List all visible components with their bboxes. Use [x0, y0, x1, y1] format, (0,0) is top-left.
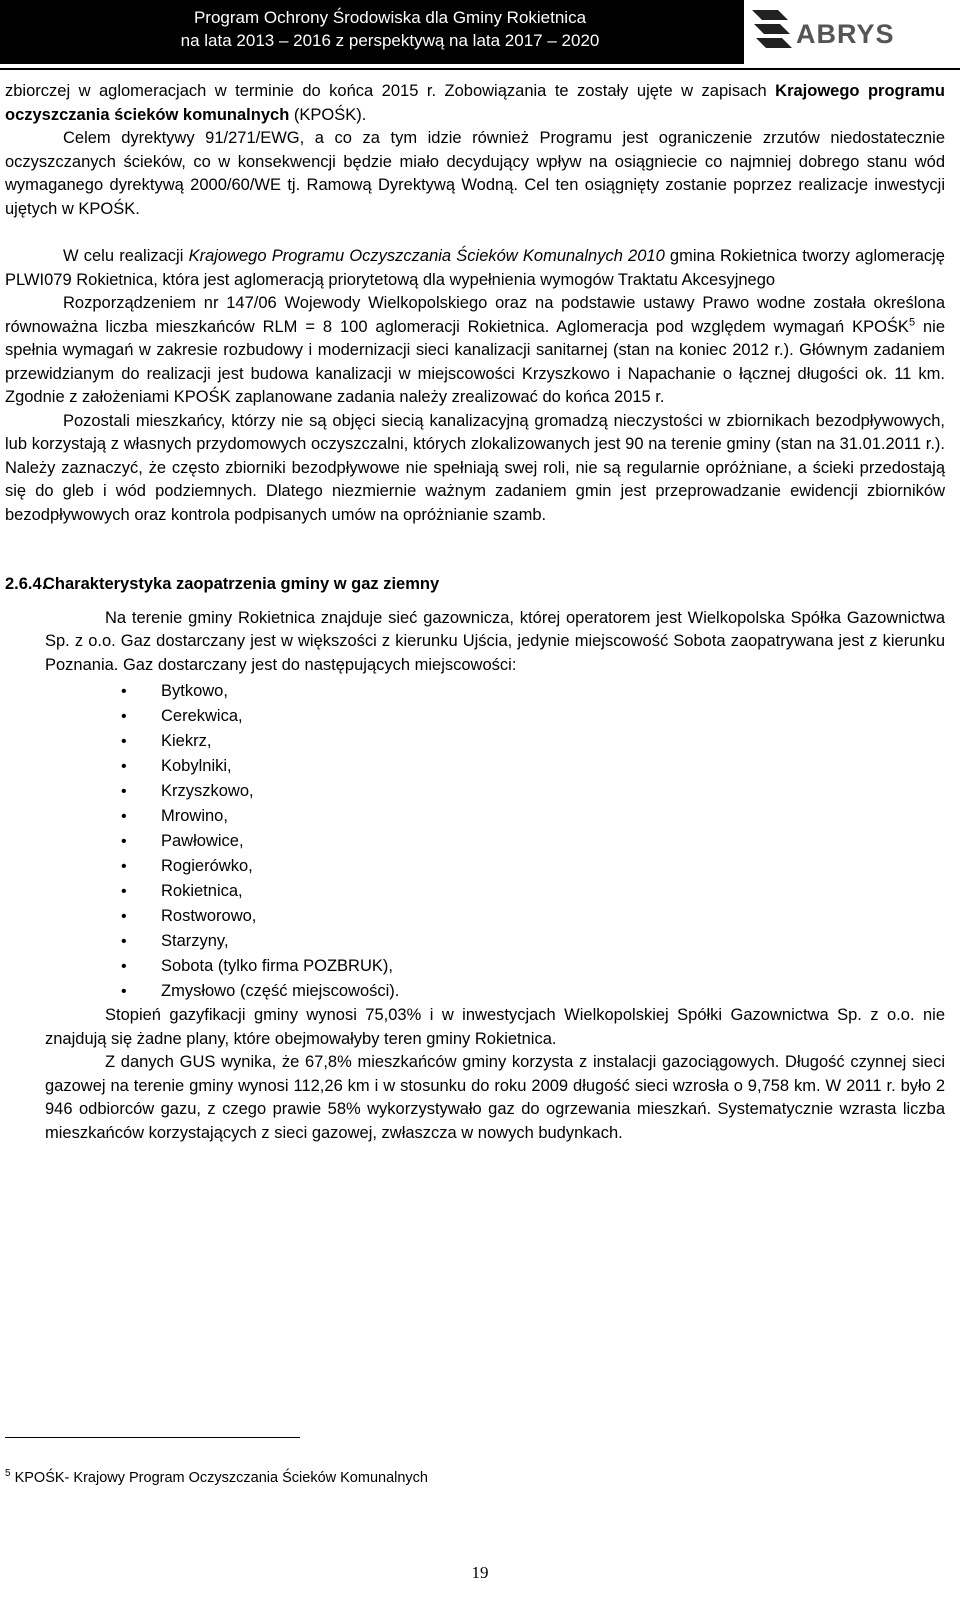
section-heading	[5, 573, 945, 597]
document-body	[5, 80, 945, 1145]
list-item: • Bytkowo,	[121, 679, 945, 704]
italic-program-name: Krajowego Programu Oczyszczania Ścieków Komunalnych 2010	[188, 247, 665, 265]
footnote-divider	[5, 1437, 300, 1438]
list-item: • Rokietnica,	[121, 879, 945, 904]
paragraph-gus-data: Z danych GUS wynika, że 67,8% mieszkańców gminy korzysta z instalacji gazociągowych. Długość czynnej sieci gazowej na terenie gminy wynosi 112,26 km i w stosunku do roku 2009 długość sieci wzrosła o 9,758 km. W 2011 r. było 2 946 odbiorców gazu, z czego prawie 58% wykorzystywało gaz do ogrzewania mieszkań. Systematycznie wzrasta liczba mieszkańców korzystających z sieci gazowej, zwłaszcza w nowych budynkach.	[45, 1053, 945, 1142]
list-item: • Sobota (tylko firma POZBRUK),	[121, 954, 945, 979]
text-run: (KPOŚK).	[289, 105, 367, 124]
page-number: 19	[471, 1563, 489, 1582]
footnote-marker: 5	[5, 1468, 11, 1480]
text-run: nie spełnia wymagań w zakresie rozbudowy i modernizacji sieci kanalizacji sanitarnej (stan na koniec 2012 r.). Głównym zadaniem przewidzianym do realizacji jest budowa kanalizacji w miejscowości Krzyszkowo i Napachanie o łącznej długości ok. 11 km. Zgodnie z założeniami KPOŚK zaplanowane zadania należy zrealizować do końca 2015 r.	[5, 317, 945, 406]
section-content	[5, 607, 945, 1146]
abrys-logo-mark-icon	[748, 4, 796, 60]
text-run: Rozporządzeniem nr 147/06 Wojewody Wielkopolskiego oraz na podstawie ustawy Prawo wodne została określona równoważna liczba mieszkańców RLM = 8 100 aglomeracji Rokietnica. Aglomeracja pod względem wymagań KPOŚK	[5, 294, 945, 336]
logo-wordmark: ABRYS	[796, 19, 895, 49]
paragraph-directive-goal: Celem dyrektywy 91/271/EWG, a co za tym idzie również Programu jest ograniczenie zrzutów niedostatecznie oczyszczanych ścieków, co w konsekwencji będzie miało decydujący wpływ na osiągniecie co najmniej dobrego stanu wód wymaganego dyrektywą 2000/60/WE tj. Ramową Dyrektywą Wodną. Cel ten osiągnięty zostanie poprzez realizacje inwestycji ujętych w KPOŚK.	[5, 129, 945, 218]
list-item: • Kiekrz,	[121, 729, 945, 754]
list-item: • Starzyny,	[121, 929, 945, 954]
header-divider	[0, 68, 960, 70]
list-item: • Zmysłowo (część miejscowości).	[121, 979, 945, 1004]
paragraph-agglomeration	[5, 245, 945, 292]
list-item: • Krzyszkowo,	[121, 779, 945, 804]
header-title	[130, 6, 650, 52]
paragraph-kposk-intro	[5, 80, 945, 127]
section-title: Charakterystyka zaopatrzenia gminy w gaz ziemny	[43, 575, 440, 593]
abrys-logo	[744, 0, 960, 64]
list-item: • Cerekwica,	[121, 704, 945, 729]
text-run: zbiorczej w aglomeracjach w terminie do końca 2015 r. Zobowiązania te zostały ujęte w zapisach	[5, 82, 776, 100]
text-run: W celu realizacji	[63, 247, 189, 265]
list-item: • Pawłowice,	[121, 829, 945, 854]
list-item: • Rostworowo,	[121, 904, 945, 929]
section-number: 2.6.4.	[5, 575, 47, 593]
paragraph-gasification-level: Stopień gazyfikacji gminy wynosi 75,03% i w inwestycjach Wielkopolskiej Spółki Gazownictwa Sp. z o.o. nie znajdują się żadne plany, które obejmowałyby teren gminy Rokietnica.	[45, 1006, 945, 1048]
text-run: gmina Rokietnica tworzy aglomerację PLWI079 Rokietnica, która jest aglomeracją priorytetową dla wypełnienia wymogów Traktatu Akcesyjnego	[5, 247, 945, 289]
footnote	[5, 1470, 428, 1486]
header-title-line2: na lata 2013 – 2016 z perspektywą na lata 2017 – 2020	[180, 31, 600, 50]
bold-program-name: Krajowego programu oczyszczania ścieków komunalnych	[5, 82, 945, 124]
list-item: • Kobylniki,	[121, 754, 945, 779]
page-header	[0, 0, 960, 64]
list-item: • Mrowino,	[121, 804, 945, 829]
paragraph-rlm	[5, 292, 945, 410]
header-title-line1: Program Ochrony Środowiska dla Gminy Rokietnica	[193, 8, 587, 27]
footnote-text: KPOŚK- Krajowy Program Oczyszczania Ścieków Komunalnych	[10, 1470, 428, 1486]
list-item: • Rogierówko,	[121, 854, 945, 879]
footnote-ref: 5	[908, 316, 916, 328]
paragraph-gas-network: Na terenie gminy Rokietnica znajduje sieć gazownicza, której operatorem jest Wielkopolska Spółka Gazownictwa Sp. z o.o. Gaz dostarczany jest w większości z kierunku Ujścia, jedynie miejscowość Sobota zaopatrywana jest z kierunku Poznania. Gaz dostarczany jest do następujących miejscowości:	[45, 608, 945, 674]
paragraph-septic-tanks: Pozostali mieszkańcy, którzy nie są objęci siecią kanalizacyjną gromadzą nieczystości w zbiornikach bezodpływowych, lub korzystają z własnych przydomowych oczyszczalni, których zlokalizowanych jest 90 na terenie gminy (stan na 31.01.2011 r.). Należy zaznaczyć, że często zbiorniki bezodpływowe nie spełniają swej roli, nie są regularnie opróżniane, a ścieki przedostają się do gleb i wód podziemnych. Dlatego niezmiernie ważnym zadaniem gmin jest przeprowadzanie ewidencji zbiorników bezodpływowych oraz kontrola podpisanych umów na opróżnianie szamb.	[5, 411, 945, 524]
places-list	[45, 679, 945, 1004]
